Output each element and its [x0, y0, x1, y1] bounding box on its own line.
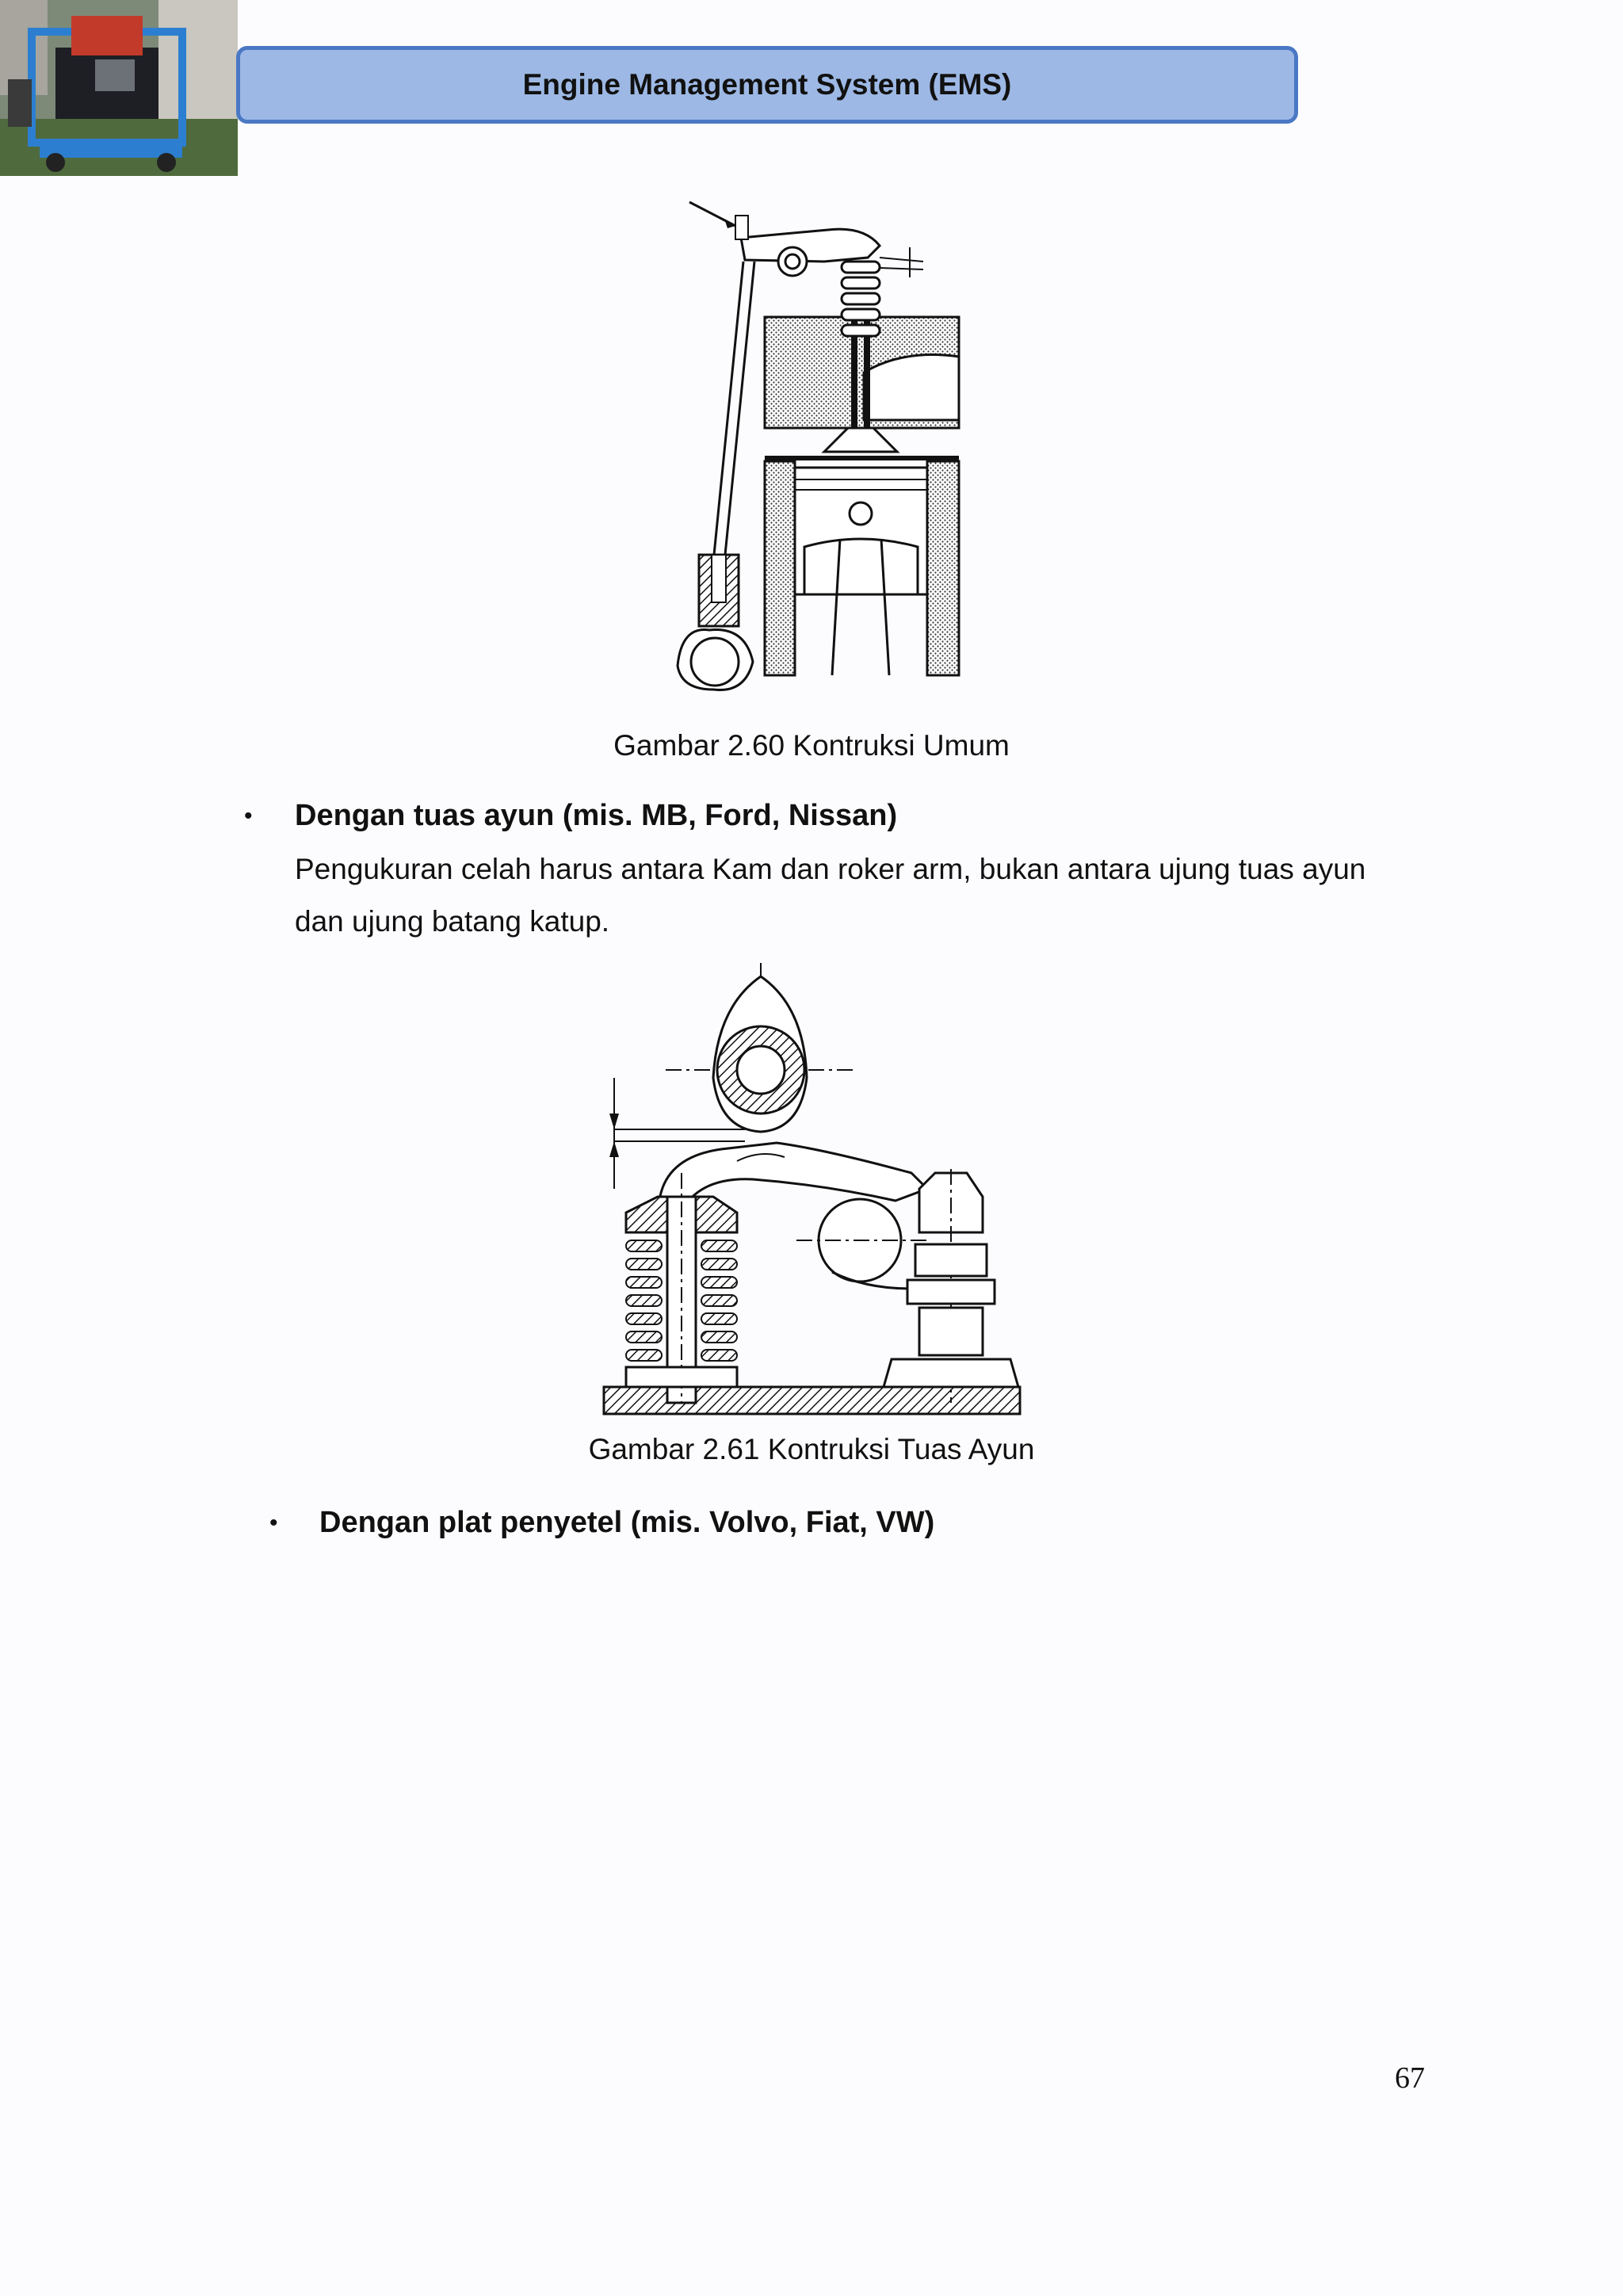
figure-general-construction — [666, 198, 967, 701]
page-number: 67 — [1395, 2061, 1425, 2095]
bullet-marker: • — [244, 803, 253, 829]
header-title: Engine Management System (EMS) — [522, 68, 1012, 101]
bullet-marker: • — [269, 1510, 278, 1536]
figure-caption-2: Gambar 2.61 Kontruksi Tuas Ayun — [588, 1433, 1035, 1465]
bullet-body-line-2: dan ujung batang katup. — [295, 905, 610, 938]
figure-caption-1: Gambar 2.60 Kontruksi Umum — [613, 729, 1010, 762]
bullet-title-rocker: Dengan tuas ayun (mis. MB, Ford, Nissan) — [295, 799, 898, 832]
header-banner — [236, 46, 1298, 124]
engine-photo — [0, 0, 238, 176]
figure-rocker-construction — [594, 959, 1030, 1423]
bullet-title-plate: Dengan plat penyetel (mis. Volvo, Fiat, VW) — [319, 1506, 935, 1539]
bullet-body-line-1: Pengukuran celah harus antara Kam dan roker arm, bukan antara ujung tuas ayun — [295, 853, 1366, 885]
